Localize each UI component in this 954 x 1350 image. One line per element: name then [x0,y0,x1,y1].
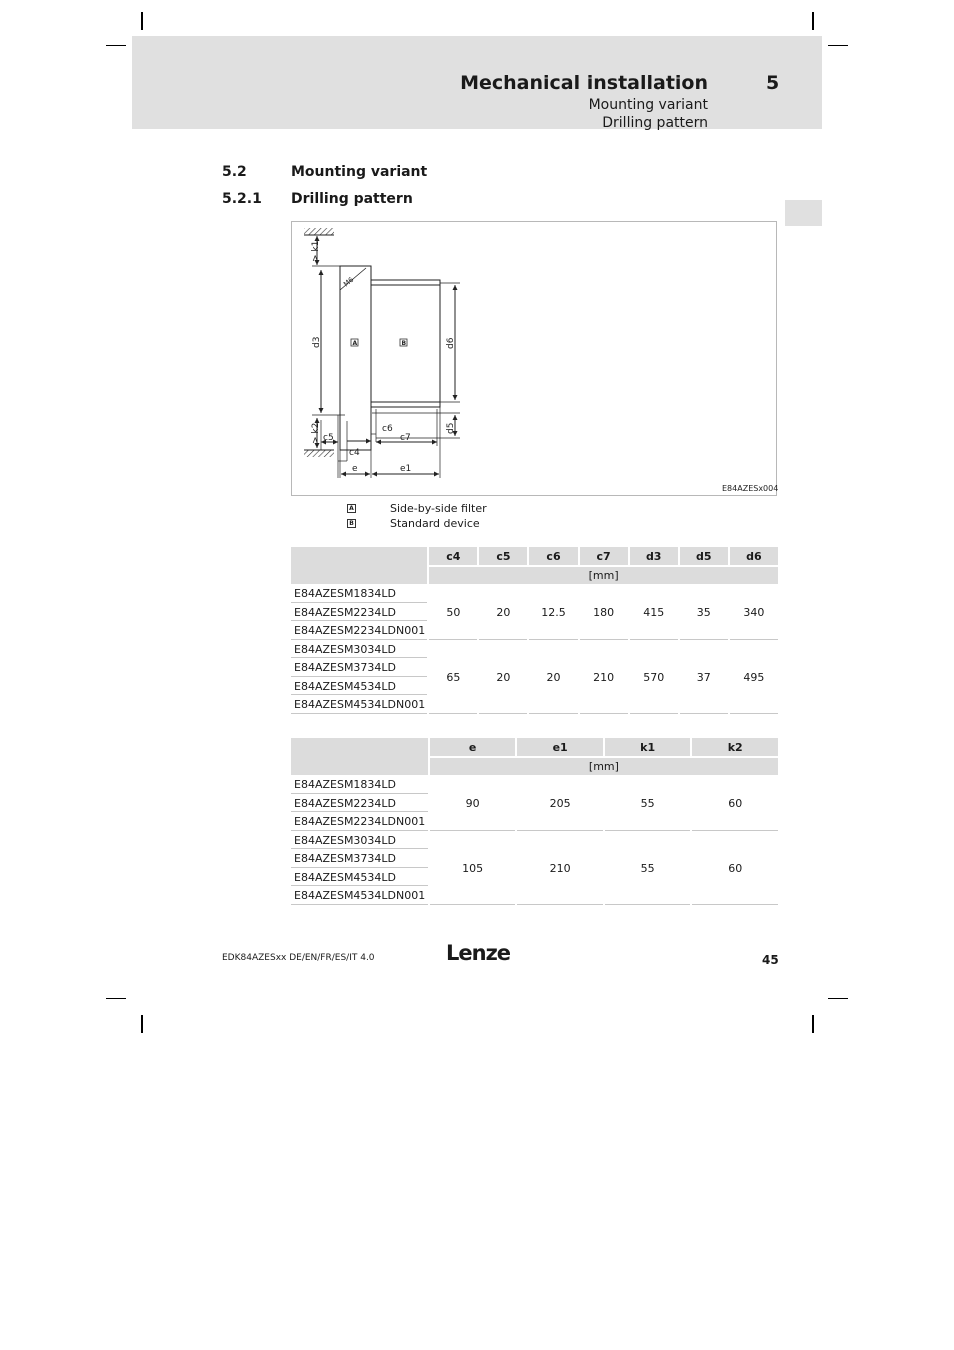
column-header: k1 [605,738,691,756]
table-cell: 35 [680,586,728,640]
column-header: d3 [630,547,678,565]
table-cell: 495 [730,642,778,714]
table-row-model: E84AZESM1834LD [291,777,428,794]
table-row-model: E84AZESM2234LD [291,796,428,813]
table-cell: 340 [730,586,778,640]
table-cell: 50 [429,586,477,640]
section-number: 5.2 [222,164,247,180]
column-header: c6 [529,547,577,565]
table-row-model: E84AZESM2234LDN001 [291,623,427,640]
table-row-model: E84AZESM4534LDN001 [291,697,427,714]
label-c5: c5 [323,433,334,443]
footer-document-id: EDK84AZESxx DE/EN/FR/ES/IT 4.0 [222,953,375,963]
table-cell: 90 [430,777,516,831]
table-cell: 205 [517,777,603,831]
table-row-model: E84AZESM3734LD [291,851,428,868]
column-header: c4 [429,547,477,565]
legend-marker-b: B [347,519,356,528]
label-c6: c6 [382,424,393,434]
label-d6: d6 [446,337,456,349]
table-row-model: E84AZESM4534LD [291,679,427,696]
dimension-table-2 [289,736,780,907]
label-d3: d3 [312,336,322,348]
unit-row: [mm] [430,758,778,775]
marker-b: B [401,340,407,347]
table-row-model: E84AZESM3034LD [291,642,427,659]
table-cell: 105 [430,833,516,905]
section-title: Mounting variant [291,164,428,180]
table-row-model: E84AZESM3034LD [291,833,428,850]
table-cell: 60 [692,833,778,905]
header-subtitle-2: Drilling pattern [602,115,708,131]
table-cell: 415 [630,586,678,640]
table-cell: 570 [630,642,678,714]
unit-row: [mm] [429,567,778,584]
table-cell: 210 [580,642,628,714]
page-number: 45 [762,953,779,967]
chapter-title: Mechanical installation [460,72,708,94]
label-m6: M6 [342,275,356,289]
legend-text-b: Standard device [390,517,480,530]
header-subtitle-1: Mounting variant [588,97,708,113]
label-k1: > k1 [311,240,321,262]
label-d5: d5 [446,422,456,434]
table-cell: 20 [529,642,577,714]
label-e1: e1 [400,464,412,474]
label-k2: > k2 [311,422,321,444]
column-header: e1 [517,738,603,756]
table-cell: 180 [580,586,628,640]
filter-outline [340,266,371,450]
lenze-logo: Lenze [446,941,511,965]
column-header: k2 [692,738,778,756]
table-row-model: E84AZESM1834LD [291,586,427,603]
table-row-model: E84AZESM4534LD [291,870,428,887]
table-corner [291,738,428,775]
table-row-model: E84AZESM2234LDN001 [291,814,428,831]
legend-text-a: Side-by-side filter [390,502,487,515]
table-corner [291,547,427,584]
marker-a: A [352,340,358,347]
column-header: e [430,738,516,756]
column-header: c7 [580,547,628,565]
label-e: e [352,464,358,474]
dimension-table-1 [289,545,780,716]
table-cell: 55 [605,833,691,905]
table-cell: 55 [605,777,691,831]
label-c4: c4 [349,448,360,458]
table-row-model: E84AZESM4534LDN001 [291,888,428,905]
table-row-model: E84AZESM3734LD [291,660,427,677]
table-cell: 37 [680,642,728,714]
column-header: d5 [680,547,728,565]
table-cell: 20 [479,586,527,640]
legend-marker-a: A [347,504,356,513]
figure-id: E84AZESx004 [722,484,779,493]
table-row-model: E84AZESM2234LD [291,605,427,622]
table-cell: 65 [429,642,477,714]
column-header: d6 [730,547,778,565]
table-cell: 12.5 [529,586,577,640]
subsection-number: 5.2.1 [222,191,262,207]
table-cell: 20 [479,642,527,714]
column-header: c5 [479,547,527,565]
chapter-number: 5 [766,72,780,94]
label-c7: c7 [400,433,411,443]
bottom-wall-hatch [304,450,334,457]
top-wall-hatch [304,228,334,235]
table-cell: 210 [517,833,603,905]
subsection-title: Drilling pattern [291,191,413,207]
table-cell: 60 [692,777,778,831]
